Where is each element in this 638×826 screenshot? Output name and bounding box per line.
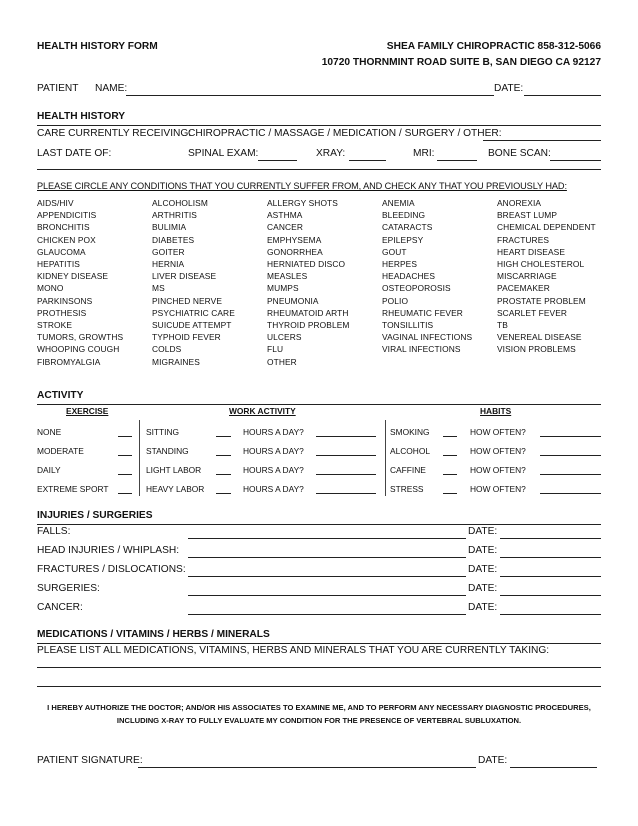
condition-item[interactable]: HERNIATED DISCO	[267, 259, 346, 270]
exercise-option: EXTREME SPORT	[37, 484, 109, 494]
condition-item[interactable]: PROTHESIS	[37, 307, 87, 318]
injury-date-field[interactable]	[500, 557, 601, 558]
condition-item[interactable]: GLAUCOMA	[37, 246, 86, 257]
often-field[interactable]	[540, 455, 601, 456]
condition-item[interactable]: HEADACHES	[382, 271, 436, 282]
conditions-column-4	[382, 197, 472, 356]
exercise-option: NONE	[37, 427, 62, 437]
condition-item[interactable]: EPILEPSY	[382, 234, 424, 245]
condition-item[interactable]: COLDS	[152, 344, 182, 355]
condition-item[interactable]: MISCARRIAGE	[497, 271, 557, 282]
habit-check-field[interactable]	[443, 436, 457, 437]
condition-item[interactable]: CANCER	[267, 222, 303, 233]
injury-date-label: DATE:	[468, 583, 498, 594]
condition-item[interactable]: GONORRHEA	[267, 246, 323, 257]
condition-item[interactable]: CHICKEN POX	[37, 234, 96, 245]
last-date-label: LAST DATE OF:	[37, 148, 112, 159]
work-option: LIGHT LABOR	[146, 465, 202, 475]
work-option: STANDING	[146, 446, 189, 456]
name-label: NAME:	[95, 83, 128, 94]
often-label: HOW OFTEN?	[470, 427, 526, 437]
habit-option: CAFFINE	[390, 465, 426, 475]
injury-description-field[interactable]	[188, 538, 466, 539]
clinic-phone-line: SHEA FAMILY CHIROPRACTIC 858-312-5066	[386, 41, 601, 52]
column-separator	[385, 420, 386, 496]
condition-item[interactable]: AIDS/HIV	[37, 198, 74, 208]
hours-field[interactable]	[316, 455, 376, 456]
habit-option: STRESS	[390, 484, 424, 494]
work-option: HEAVY LABOR	[146, 484, 205, 494]
condition-item[interactable]: OTHER	[267, 356, 297, 367]
mri-field[interactable]	[437, 160, 477, 161]
conditions-instruction: PLEASE CIRCLE ANY CONDITIONS THAT YOU CURRENTLY SUFFER FROM, AND CHECK ANY THAT YOU PREVIOUSLY HAD:	[37, 181, 567, 191]
conditions-column-5	[497, 197, 596, 356]
condition-item[interactable]: RHEUMATIC FEVER	[382, 307, 463, 318]
work-option: SITTING	[146, 427, 180, 437]
patient-label: PATIENT	[37, 83, 79, 94]
injury-date-field[interactable]	[500, 595, 601, 596]
condition-item[interactable]: PARKINSONS	[37, 295, 93, 306]
condition-item[interactable]: TUMORS, GROWTHS	[37, 332, 124, 343]
habits-header: HABITS	[480, 406, 512, 416]
signature-date-field[interactable]	[510, 767, 597, 768]
condition-item[interactable]: GOITER	[152, 246, 185, 257]
injury-date-field[interactable]	[500, 576, 601, 577]
condition-item[interactable]: MS	[152, 283, 165, 294]
form-title: HEALTH HISTORY FORM	[37, 41, 158, 52]
condition-item[interactable]: FRACTURES	[497, 234, 550, 245]
exercise-option: MODERATE	[37, 446, 84, 456]
condition-item[interactable]: SCARLET FEVER	[497, 307, 568, 318]
section-divider	[37, 125, 601, 126]
conditions-column-3	[267, 197, 349, 368]
section-divider	[37, 404, 601, 405]
condition-item[interactable]: VAGINAL INFECTIONS	[382, 332, 473, 343]
injury-date-field[interactable]	[500, 614, 601, 615]
condition-item[interactable]: VENEREAL DISEASE	[497, 332, 582, 343]
authorization-line-1: I HEREBY AUTHORIZE THE DOCTOR; AND/OR HIS ASSOCIATES TO EXAMINE ME, AND TO PERFORM ANY NECESSARY DIAGNOSTIC PROCEDURES,	[47, 703, 591, 712]
work-check-field[interactable]	[216, 455, 231, 456]
condition-item[interactable]: ALLERGY SHOTS	[267, 198, 338, 208]
injury-description-field[interactable]	[188, 557, 466, 558]
exercise-check-field[interactable]	[118, 436, 132, 437]
condition-item[interactable]: BULIMIA	[152, 222, 187, 233]
exercise-check-field[interactable]	[118, 474, 132, 475]
medications-line-2[interactable]	[37, 686, 601, 687]
habit-option: SMOKING	[390, 427, 430, 437]
hours-field[interactable]	[316, 474, 376, 475]
often-label: HOW OFTEN?	[470, 465, 526, 475]
hours-field[interactable]	[316, 493, 376, 494]
condition-item[interactable]: POLIO	[382, 295, 409, 306]
condition-item[interactable]: ANEMIA	[382, 198, 415, 208]
injury-label: CANCER:	[37, 602, 83, 613]
injuries-heading: INJURIES / SURGERIES	[37, 510, 153, 521]
spinal-exam-field[interactable]	[258, 160, 297, 161]
condition-item[interactable]: HEART DISEASE	[497, 246, 566, 257]
injury-description-field[interactable]	[188, 614, 466, 615]
hours-label: HOURS A DAY?	[243, 427, 304, 437]
condition-item[interactable]: MONO	[37, 283, 64, 294]
injury-date-label: DATE:	[468, 602, 498, 613]
condition-item[interactable]: TYPHOID FEVER	[152, 332, 221, 343]
hours-label: HOURS A DAY?	[243, 465, 304, 475]
injury-label: FALLS:	[37, 526, 71, 537]
authorization-line-2: INCLUDING X-RAY TO FULLY EVALUATE MY CONDITION FOR THE PRESENCE OF VERTEBRAL SUBLUXATION.	[116, 716, 522, 725]
spinal-exam-label: SPINAL EXAM:	[188, 148, 259, 159]
medications-line-1[interactable]	[37, 667, 601, 668]
injury-date-label: DATE:	[468, 545, 498, 556]
signature-date-label: DATE:	[478, 755, 508, 766]
habit-check-field[interactable]	[443, 455, 457, 456]
condition-item[interactable]: MEASLES	[267, 271, 308, 282]
xray-field[interactable]	[349, 160, 386, 161]
condition-item[interactable]: PNEUMONIA	[267, 295, 319, 306]
patient-date-field[interactable]	[524, 95, 601, 96]
injury-description-field[interactable]	[188, 576, 466, 577]
condition-item[interactable]: KIDNEY DISEASE	[37, 271, 109, 282]
injury-label: SURGERIES:	[37, 583, 100, 594]
medications-instruction: PLEASE LIST ALL MEDICATIONS, VITAMINS, HERBS AND MINERALS THAT YOU ARE CURRENTLY TAKING:	[37, 645, 550, 656]
condition-item[interactable]: APPENDICITIS	[37, 210, 97, 221]
care-options[interactable]: CHIROPRACTIC / MASSAGE / MEDICATION / SURGERY / OTHER:	[188, 128, 502, 139]
condition-item[interactable]: MUMPS	[267, 283, 299, 294]
condition-item[interactable]: FIBROMYALGIA	[37, 356, 101, 367]
condition-item[interactable]: SUICUDE ATTEMPT	[152, 320, 232, 331]
condition-item[interactable]: FLU	[267, 344, 284, 355]
injury-label: HEAD INJURIES / WHIPLASH:	[37, 545, 180, 556]
conditions-column-1	[37, 197, 123, 368]
condition-item[interactable]: HIGH CHOLESTEROL	[497, 259, 585, 270]
condition-item[interactable]: GOUT	[382, 246, 407, 257]
clinic-address-line: 10720 THORNMINT ROAD SUITE B, SAN DIEGO CA 92127	[321, 57, 601, 68]
work-activity-header: WORK ACTIVITY	[229, 406, 296, 416]
condition-item[interactable]: BREAST LUMP	[497, 210, 558, 221]
condition-item[interactable]: BRONCHITIS	[37, 222, 90, 233]
condition-item[interactable]: ASTHMA	[267, 210, 303, 221]
condition-item[interactable]: RHEUMATOID ARTH	[267, 307, 349, 318]
work-check-field[interactable]	[216, 436, 231, 437]
condition-item[interactable]: ANOREXIA	[497, 198, 542, 208]
activity-heading: ACTIVITY	[37, 390, 84, 401]
condition-item[interactable]: HERNIA	[152, 259, 185, 270]
condition-item[interactable]: PSYCHIATRIC CARE	[152, 307, 235, 318]
injury-date-field[interactable]	[500, 538, 601, 539]
injury-date-label: DATE:	[468, 526, 498, 537]
care-label: CARE CURRENTLY RECEIVING:	[37, 128, 192, 139]
hours-label: HOURS A DAY?	[243, 446, 304, 456]
section-divider	[37, 643, 601, 644]
patient-name-field[interactable]	[126, 95, 494, 96]
condition-item[interactable]: VISION PROBLEMS	[497, 344, 576, 355]
condition-item[interactable]: PACEMAKER	[497, 283, 550, 294]
condition-item[interactable]: ALCOHOLISM	[152, 198, 208, 208]
exercise-check-field[interactable]	[118, 493, 132, 494]
condition-item[interactable]: ULCERS	[267, 332, 302, 343]
condition-item[interactable]: STROKE	[37, 320, 73, 331]
often-field[interactable]	[540, 474, 601, 475]
habit-check-field[interactable]	[443, 474, 457, 475]
bone-scan-field[interactable]	[550, 160, 601, 161]
health-history-heading: HEALTH HISTORY	[37, 111, 126, 122]
condition-item[interactable]: LIVER DISEASE	[152, 271, 217, 282]
xray-label: XRAY:	[316, 148, 346, 159]
condition-item[interactable]: PROSTATE PROBLEM	[497, 295, 586, 306]
hours-field[interactable]	[316, 436, 376, 437]
care-other-field[interactable]	[483, 140, 601, 141]
often-label: HOW OFTEN?	[470, 446, 526, 456]
exercise-check-field[interactable]	[118, 455, 132, 456]
column-separator	[139, 420, 140, 496]
condition-item[interactable]: HEPATITIS	[37, 259, 80, 270]
signature-label: PATIENT SIGNATURE:	[37, 755, 143, 766]
work-check-field[interactable]	[216, 474, 231, 475]
medications-heading: MEDICATIONS / VITAMINS / HERBS / MINERALS	[37, 629, 270, 640]
condition-item[interactable]: CHEMICAL DEPENDENT	[497, 222, 596, 233]
signature-field[interactable]	[138, 767, 476, 768]
bone-scan-label: BONE SCAN:	[488, 148, 551, 159]
injury-label: FRACTURES / DISLOCATIONS:	[37, 564, 186, 575]
habit-check-field[interactable]	[443, 493, 457, 494]
injury-date-label: DATE:	[468, 564, 498, 575]
exercise-option: DAILY	[37, 465, 61, 475]
exercise-header: EXERCISE	[66, 406, 109, 416]
condition-item[interactable]: THYROID PROBLEM	[267, 320, 350, 331]
injury-description-field[interactable]	[188, 595, 466, 596]
condition-item[interactable]: VIRAL INFECTIONS	[382, 344, 461, 355]
conditions-column-2	[152, 197, 235, 368]
condition-item[interactable]: ARTHRITIS	[152, 210, 197, 221]
condition-item[interactable]: TONSILLITIS	[382, 320, 434, 331]
condition-item[interactable]: EMPHYSEMA	[267, 234, 322, 245]
condition-item[interactable]: BLEEDING	[382, 210, 426, 221]
often-label: HOW OFTEN?	[470, 484, 526, 494]
condition-item[interactable]: TB	[497, 320, 508, 331]
mri-label: MRI:	[413, 148, 435, 159]
section-divider	[37, 524, 601, 525]
often-field[interactable]	[540, 436, 601, 437]
hours-label: HOURS A DAY?	[243, 484, 304, 494]
condition-item[interactable]: CATARACTS	[382, 222, 433, 233]
condition-item[interactable]: OSTEOPOROSIS	[382, 283, 451, 294]
condition-item[interactable]: HERPES	[382, 259, 418, 270]
patient-date-label: DATE:	[494, 83, 524, 94]
habit-option: ALCOHOL	[390, 446, 431, 456]
condition-item[interactable]: PINCHED NERVE	[152, 295, 223, 306]
condition-item[interactable]: WHOOPING COUGH	[37, 344, 120, 355]
often-field[interactable]	[540, 493, 601, 494]
work-check-field[interactable]	[216, 493, 231, 494]
condition-item[interactable]: MIGRAINES	[152, 356, 200, 367]
condition-item[interactable]: DIABETES	[152, 234, 195, 245]
section-divider	[37, 169, 601, 170]
